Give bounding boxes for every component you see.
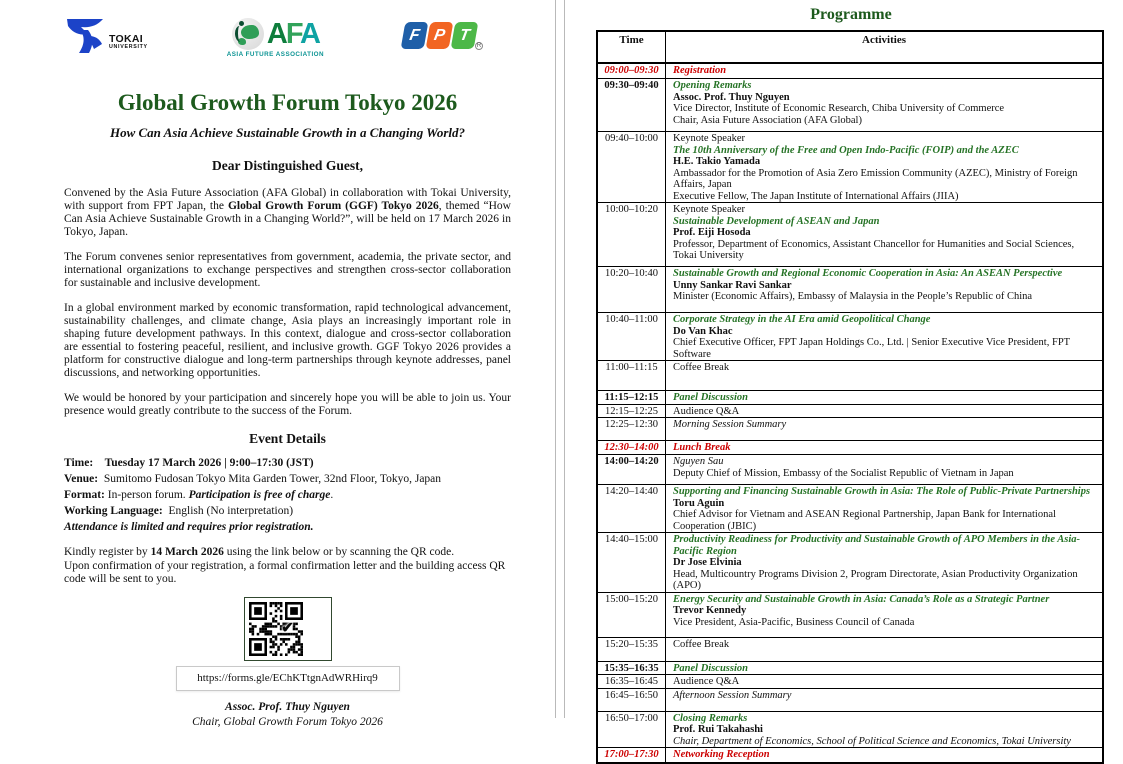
event-detail-line [64, 455, 511, 471]
event-detail-line [64, 503, 511, 519]
afa-person-body [235, 26, 245, 42]
table-row [598, 593, 1102, 638]
fpt-logo [403, 22, 483, 49]
activity-cell [666, 593, 1102, 637]
activity-cell [666, 675, 1102, 688]
registered-mark: R [476, 43, 482, 49]
activity-line: Chief Advisor for Vietnam and ASEAN Regional Partnership, Japan Bank for International Cooperation (JBIC) [673, 509, 1056, 532]
time-cell: 12:25–12:30 [598, 418, 666, 440]
text-segment: Format: [64, 489, 108, 501]
activity-cell [666, 132, 1102, 202]
activity-cell [666, 267, 1102, 312]
afa-letter: A [299, 17, 319, 50]
text-segment: In a global environment marked by economic transformation, rapid technological advancement, sustainability challenges, and climate change, Asia plays an increasingly important role in shaping future development pathways. In this context, dialogue and cross-sector collaboration are essential to fostering peaceful, resilient, and inclusive growth. GGF Tokyo 2026 provides a platform for constructive dialogue and long-term partnerships through keynote addresses, panel discussions, and networking opportunities. [64, 302, 514, 379]
text-segment: Venue: [64, 473, 104, 485]
table-row [598, 712, 1102, 749]
page-divider [556, 0, 565, 718]
activity-cell [666, 533, 1102, 592]
activity-line: Productivity Readiness for Productivity and Sustainable Growth of APO Members in the Asia-Pacific Region [673, 534, 1080, 557]
afa-logo-top [227, 18, 324, 50]
table-row [598, 391, 1102, 405]
time-cell: 16:35–16:45 [598, 675, 666, 688]
logo-row [64, 16, 511, 68]
letter-body [64, 187, 514, 418]
tokai-name: TOKAI [109, 33, 143, 46]
table-row [598, 203, 1102, 267]
activity-line: Supporting and Financing Sustainable Growth in Asia: The Role of Public-Private Partnerships [673, 486, 1091, 497]
text-segment: Working Language: [64, 505, 169, 517]
activity-line: Coffee Break [673, 362, 730, 373]
tokai-university-label: UNIVERSITY [109, 43, 148, 50]
column-header-activities: Activities [862, 34, 906, 46]
event-detail-line [64, 487, 511, 503]
activity-line: Sustainable Development of ASEAN and Japan [673, 215, 880, 227]
activity-line: Audience Q&A [673, 405, 740, 417]
table-row [598, 267, 1102, 313]
time-cell: 15:00–15:20 [598, 593, 666, 637]
afa-subtitle: ASIA FUTURE ASSOCIATION [226, 51, 325, 58]
activity-line: Panel Discussion [673, 392, 748, 403]
activity-line: Professor, Department of Economics, Assistant Chancellor for Humanities and Social Sciences, [673, 238, 1075, 250]
text-segment: Kindly register by [64, 546, 151, 558]
event-detail-line [64, 471, 511, 487]
afa-letter: F [285, 17, 300, 50]
activity-cell [666, 361, 1102, 390]
registration-instructions [64, 546, 511, 587]
letter-paragraph [64, 187, 514, 239]
table-row [598, 485, 1102, 533]
time-cell: 12:30–14:00 [598, 441, 666, 454]
table-row [598, 313, 1102, 361]
afa-globe-icon [232, 18, 264, 50]
activity-cell [666, 391, 1102, 404]
tokai-text [109, 34, 148, 56]
activity-line: Assoc. Prof. Thuy Nguyen [673, 91, 790, 103]
time-cell: 16:45–16:50 [598, 689, 666, 711]
table-row [598, 662, 1102, 676]
afa-logo [227, 18, 324, 58]
activity-line: Chair, Department of Economics, School of Political Science and Economics, Tokai University [673, 735, 1071, 747]
time-cell: 15:35–16:35 [598, 662, 666, 675]
activity-line: Trevor Kennedy [673, 605, 747, 616]
event-detail-line [64, 519, 511, 535]
text-segment: Convened by the Asia Future Association (AFA Global) in collaboration with Tokai University, with support from FPT Japan, the [64, 187, 514, 212]
qr-code-image [249, 602, 303, 656]
text-segment: Upon confirmation of your registration, a formal confirmation letter and the building access QR code will be sent to you. [64, 559, 509, 585]
activity-line: Toru Aguin [673, 497, 725, 509]
table-row [598, 675, 1102, 689]
table-row [598, 748, 1102, 762]
text-segment: We would be honored by your participation and sincerely hope you will be able to join us. Your presence would greatly contribute to the success of the Forum. [64, 392, 514, 417]
column-header-time: Time [598, 32, 666, 62]
time-cell: 11:15–12:15 [598, 391, 666, 404]
activity-line: Networking Reception [673, 749, 770, 760]
activity-line: Keynote Speaker [673, 133, 746, 144]
activity-line: H.E. Takio Yamada [673, 156, 761, 167]
table-body [598, 64, 1102, 762]
activity-line: Panel Discussion [673, 662, 748, 674]
table-row [598, 132, 1102, 203]
invitation-page [0, 0, 556, 728]
text-segment: , themed “How Can Asia Achieve Sustainable Growth in a Changing World?”, will be held on 17 March 2026 in Tokyo, Japan. [64, 200, 514, 238]
activity-line: Morning Session Summary [673, 419, 787, 430]
activity-cell [666, 203, 1102, 266]
table-row [598, 79, 1102, 132]
time-cell: 12:15–12:25 [598, 405, 666, 418]
page-title: Global Growth Forum Tokyo 2026 [117, 90, 458, 115]
register-line [64, 560, 511, 587]
page-subtitle: How Can Asia Achieve Sustainable Growth in a Changing World? [109, 125, 466, 140]
activity-line: Keynote Speaker [673, 204, 746, 215]
activity-line: Vice President, Asia-Pacific, Business Council of Canada [673, 616, 915, 628]
table-row [598, 689, 1102, 712]
activity-line: Opening Remarks [673, 80, 752, 91]
tokai-university-logo [64, 16, 148, 56]
activity-line: Chair, Asia Future Association (AFA Global) [673, 114, 862, 126]
time-cell: 09:00–09:30 [598, 64, 666, 78]
table-row [598, 418, 1102, 441]
programme-title: Programme [810, 6, 892, 23]
afa-wordmark [266, 17, 319, 50]
activity-cell [666, 64, 1102, 78]
activity-line: Deputy Chief of Mission, Embassy of the Socialist Republic of Vietnam in Japan [673, 467, 1014, 479]
table-row [598, 455, 1102, 485]
activity-line: Nguyen Sau [673, 456, 724, 467]
activity-line: Executive Fellow, The Japan Institute of International Affairs (JIIA) [673, 190, 959, 202]
activity-cell [666, 418, 1102, 440]
event-details-heading: Event Details [249, 431, 326, 446]
activity-line: Prof. Eiji Hosoda [673, 227, 751, 238]
activity-line: Afternoon Session Summary [673, 689, 792, 701]
text-segment: . [330, 489, 334, 501]
time-cell: 17:00–17:30 [598, 748, 666, 762]
activity-line: Coffee Break [673, 638, 730, 650]
activity-line: Audience Q&A [673, 676, 740, 687]
time-cell: 09:40–10:00 [598, 132, 666, 202]
text-segment: The Forum convenes senior representatives from government, academia, the private sector, and international organizations to exchange perspectives and strengthen cross-sector collaboration for sustainable and inclusive development. [64, 251, 514, 289]
text-segment: Attendance is limited and requires prior registration. [64, 521, 314, 533]
text-segment: Global Growth Forum (GGF) Tokyo 2026 [227, 200, 439, 212]
signoff-role: Chair, Global Growth Forum Tokyo 2026 [192, 715, 383, 728]
table-row [598, 441, 1102, 455]
time-cell: 10:20–10:40 [598, 267, 666, 312]
activity-cell [666, 79, 1102, 131]
activity-cell [666, 485, 1102, 532]
activity-cell [666, 689, 1102, 711]
activity-cell [666, 712, 1102, 748]
activity-cell [666, 441, 1102, 454]
qr-code [244, 597, 332, 661]
activity-line: Dr Jose Elvinia [673, 557, 742, 568]
activity-cell [666, 455, 1102, 484]
activity-cell [666, 405, 1102, 418]
activity-line: Corporate Strategy in the AI Era amid Geopolitical Change [673, 314, 931, 325]
time-cell: 16:50–17:00 [598, 712, 666, 748]
time-cell: 14:40–15:00 [598, 533, 666, 592]
activity-cell [666, 313, 1102, 360]
text-segment: using the link below or by scanning the QR code. [223, 546, 455, 558]
signoff-name: Assoc. Prof. Thuy Nguyen [225, 700, 350, 713]
activity-cell [666, 748, 1102, 762]
activity-line: Closing Remarks [673, 712, 748, 724]
table-row [598, 533, 1102, 593]
text-segment: 14 March 2026 [150, 546, 224, 558]
activity-line: The 10th Anniversary of the Free and Open Indo-Pacific (FOIP) and the AZEC [673, 144, 1019, 156]
tokai-mark-icon [64, 16, 106, 56]
time-cell: 14:20–14:40 [598, 485, 666, 532]
letter-paragraph [64, 302, 514, 380]
activity-line: Tokai University [673, 250, 744, 261]
activity-line: Head, Multicountry Programs Division 2, Program Directorate, Asian Productivity Organization (APO) [673, 568, 1078, 591]
activity-line: Minister (Economic Affairs), Embassy of Malaysia in the People’s Republic of China [673, 291, 1033, 302]
table-row [598, 638, 1102, 662]
register-line [64, 546, 511, 560]
table-row [598, 361, 1102, 391]
fpt-letter-p: P [426, 22, 454, 49]
table-header-row [598, 32, 1102, 64]
fpt-letter-t: T [451, 22, 479, 49]
registration-link[interactable]: https://forms.gle/EChKTtgnAdWRHirq9 [176, 666, 400, 691]
time-cell: 10:00–10:20 [598, 203, 666, 266]
activity-line: Energy Security and Sustainable Growth in Asia: Canada’s Role as a Strategic Partner [673, 593, 1050, 605]
activity-line: Unny Sankar Ravi Sankar [673, 279, 792, 291]
letter-paragraph [64, 251, 514, 290]
programme-page [565, 0, 1123, 760]
activity-line: Vice Director, Institute of Economic Research, Chiba University of Commerce [673, 103, 1005, 114]
text-segment: In-person forum. [107, 489, 189, 501]
time-cell: 15:20–15:35 [598, 638, 666, 661]
activity-line: Do Van Khac [673, 325, 733, 337]
fpt-letter-f: F [401, 22, 429, 49]
activity-line: Chief Executive Officer, FPT Japan Holdings Co., Ltd. | Senior Executive Vice President, FPT Software [673, 337, 1070, 360]
activity-line: Prof. Rui Takahashi [673, 724, 763, 735]
afa-letter: A [266, 17, 286, 50]
table-row [598, 64, 1102, 79]
activity-line: Ambassador for the Promotion of Asia Zero Emission Community (AZEC), Ministry of Foreign Affairs, Japan [673, 167, 1078, 190]
activity-cell [666, 662, 1102, 675]
time-cell: 14:00–14:20 [598, 455, 666, 484]
activity-line: Sustainable Growth and Regional Economic Cooperation in Asia: An ASEAN Perspective [673, 268, 1063, 279]
time-cell: 09:30–09:40 [598, 79, 666, 131]
text-segment: English (No interpretation) [168, 505, 294, 517]
event-details-list [64, 455, 511, 535]
checkmark-icon: ✔ [281, 620, 294, 637]
letter-paragraph [64, 392, 514, 418]
activity-line: Lunch Break [673, 442, 731, 453]
text-segment: Time: Tuesday 17 March 2026 | 9:00–17:30 (JST) [64, 457, 314, 469]
text-segment: Sumitomo Fudosan Tokyo Mita Garden Tower, 32nd Floor, Tokyo, Japan [103, 473, 442, 485]
text-segment: Participation is free of charge [188, 489, 331, 501]
programme-table [596, 30, 1104, 764]
table-row [598, 405, 1102, 419]
time-cell: 10:40–11:00 [598, 313, 666, 360]
activity-line: Registration [673, 65, 727, 76]
time-cell: 11:00–11:15 [598, 361, 666, 390]
signoff [64, 700, 511, 730]
activity-cell [666, 638, 1102, 661]
salutation: Dear Distinguished Guest, [212, 158, 363, 173]
